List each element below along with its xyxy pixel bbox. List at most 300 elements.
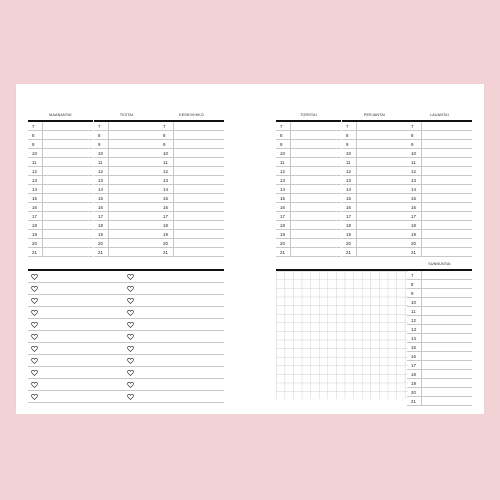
hour-row[interactable] xyxy=(407,352,472,361)
checklist-row[interactable] xyxy=(28,307,124,319)
checklist-row[interactable] xyxy=(124,391,224,403)
hour-divider xyxy=(108,239,109,247)
checklist-row[interactable] xyxy=(124,331,224,343)
hour-divider xyxy=(290,194,291,202)
hour-label: 8 xyxy=(346,132,349,138)
hour-row[interactable] xyxy=(28,230,93,239)
hour-divider xyxy=(173,176,174,184)
hour-divider xyxy=(42,149,43,157)
heart-checklist xyxy=(124,269,224,403)
hour-label: 14 xyxy=(98,186,103,192)
hour-row[interactable] xyxy=(94,212,159,221)
hour-row[interactable] xyxy=(94,176,159,185)
hour-divider xyxy=(108,176,109,184)
hour-row[interactable] xyxy=(342,131,407,140)
hour-divider xyxy=(356,158,357,166)
hour-divider xyxy=(42,212,43,220)
hour-label: 9 xyxy=(346,141,349,147)
hour-row[interactable] xyxy=(28,167,93,176)
hour-row[interactable] xyxy=(28,140,93,149)
hour-row[interactable] xyxy=(407,185,472,194)
hour-label: 21 xyxy=(411,398,416,404)
hour-divider xyxy=(356,167,357,175)
hour-divider xyxy=(42,122,43,130)
hour-row[interactable] xyxy=(342,149,407,158)
hour-label: 20 xyxy=(163,240,168,246)
hour-divider xyxy=(108,149,109,157)
hour-row[interactable] xyxy=(407,316,472,325)
day-column xyxy=(276,111,341,257)
checklist-row[interactable] xyxy=(124,355,224,367)
hour-label: 8 xyxy=(411,132,414,138)
hour-divider xyxy=(108,131,109,139)
hour-divider xyxy=(421,248,422,256)
hour-row[interactable] xyxy=(407,221,472,230)
checklist-row[interactable] xyxy=(28,319,124,331)
checklist-row[interactable] xyxy=(124,343,224,355)
day-column xyxy=(342,111,407,257)
checklist-row[interactable] xyxy=(124,379,224,391)
hour-row[interactable] xyxy=(276,131,341,140)
hour-row[interactable] xyxy=(159,239,224,248)
hour-row[interactable] xyxy=(159,167,224,176)
hour-divider xyxy=(356,239,357,247)
hour-row[interactable] xyxy=(342,230,407,239)
hour-row[interactable] xyxy=(276,203,341,212)
hour-divider xyxy=(173,221,174,229)
hour-row[interactable] xyxy=(276,176,341,185)
hour-divider xyxy=(108,122,109,130)
hour-label: 14 xyxy=(411,186,416,192)
hour-row[interactable] xyxy=(407,212,472,221)
hour-row[interactable] xyxy=(407,149,472,158)
checklist-row[interactable] xyxy=(28,343,124,355)
hour-label: 16 xyxy=(346,204,351,210)
hour-divider xyxy=(356,221,357,229)
hour-row[interactable] xyxy=(276,167,341,176)
hour-label: 20 xyxy=(411,240,416,246)
hour-row[interactable] xyxy=(159,203,224,212)
hour-divider xyxy=(108,221,109,229)
day-header: SUNNUNTAI xyxy=(428,262,451,266)
hour-label: 21 xyxy=(32,249,37,255)
hour-label: 7 xyxy=(32,123,35,129)
hour-divider xyxy=(356,203,357,211)
hour-label: 7 xyxy=(280,123,283,129)
hour-row[interactable] xyxy=(276,212,341,221)
checklist-row[interactable] xyxy=(28,295,124,307)
hour-divider xyxy=(42,248,43,256)
hour-divider xyxy=(290,176,291,184)
hour-label: 15 xyxy=(280,195,285,201)
hour-row[interactable] xyxy=(94,185,159,194)
hour-divider xyxy=(42,239,43,247)
hour-divider xyxy=(356,230,357,238)
hour-row[interactable] xyxy=(407,334,472,343)
hour-row[interactable] xyxy=(28,221,93,230)
hour-row[interactable] xyxy=(342,221,407,230)
checklist-row[interactable] xyxy=(28,355,124,367)
hour-divider xyxy=(421,140,422,148)
hour-row[interactable] xyxy=(407,370,472,379)
hour-row[interactable] xyxy=(407,158,472,167)
hour-label: 18 xyxy=(280,222,285,228)
hour-row[interactable] xyxy=(407,388,472,397)
checklist-row[interactable] xyxy=(28,271,124,283)
hour-row[interactable] xyxy=(276,239,341,248)
hour-row[interactable] xyxy=(407,239,472,248)
hour-label: 17 xyxy=(98,213,103,219)
hour-row[interactable] xyxy=(407,289,472,298)
hour-row[interactable] xyxy=(276,185,341,194)
hour-divider xyxy=(290,149,291,157)
hour-row[interactable] xyxy=(28,212,93,221)
hour-divider xyxy=(290,248,291,256)
hour-label: 12 xyxy=(163,168,168,174)
hour-row[interactable] xyxy=(342,194,407,203)
hour-divider xyxy=(173,185,174,193)
hour-label: 17 xyxy=(411,362,416,368)
hour-label: 13 xyxy=(346,177,351,183)
hour-row[interactable] xyxy=(342,158,407,167)
hour-divider xyxy=(421,131,422,139)
checklist-row[interactable] xyxy=(28,367,124,379)
hour-divider xyxy=(173,248,174,256)
hour-divider xyxy=(356,194,357,202)
hour-divider xyxy=(290,239,291,247)
hour-divider xyxy=(173,167,174,175)
hour-divider xyxy=(173,230,174,238)
hour-row[interactable] xyxy=(276,140,341,149)
hour-row[interactable] xyxy=(28,185,93,194)
hour-row[interactable] xyxy=(28,149,93,158)
hour-row[interactable] xyxy=(407,379,472,388)
hour-label: 8 xyxy=(163,132,166,138)
hour-row[interactable] xyxy=(407,343,472,352)
checklist-row[interactable] xyxy=(28,391,124,403)
hour-divider xyxy=(173,212,174,220)
hour-row[interactable] xyxy=(276,122,341,131)
hour-label: 16 xyxy=(280,204,285,210)
hour-divider xyxy=(421,203,422,211)
hour-divider xyxy=(421,307,422,315)
checklist-row[interactable] xyxy=(124,319,224,331)
hour-label: 14 xyxy=(280,186,285,192)
hour-row[interactable] xyxy=(407,167,472,176)
hour-label: 17 xyxy=(411,213,416,219)
hour-divider xyxy=(173,122,174,130)
hour-label: 10 xyxy=(98,150,103,156)
hour-row[interactable] xyxy=(342,203,407,212)
hour-label: 11 xyxy=(411,159,416,165)
heart-checklist xyxy=(28,269,124,403)
hour-row[interactable] xyxy=(407,248,472,257)
hour-label: 7 xyxy=(98,123,101,129)
day-column xyxy=(407,111,472,257)
hour-row[interactable] xyxy=(28,131,93,140)
hour-row[interactable] xyxy=(407,203,472,212)
hour-label: 10 xyxy=(280,150,285,156)
hour-divider xyxy=(356,176,357,184)
hour-divider xyxy=(108,194,109,202)
hour-label: 11 xyxy=(98,159,103,165)
hour-label: 21 xyxy=(411,249,416,255)
hour-label: 19 xyxy=(411,231,416,237)
hour-divider xyxy=(421,271,422,279)
hour-label: 21 xyxy=(346,249,351,255)
hour-label: 12 xyxy=(411,168,416,174)
hour-divider xyxy=(421,343,422,351)
hour-divider xyxy=(421,316,422,324)
hour-label: 19 xyxy=(32,231,37,237)
hour-row[interactable] xyxy=(407,230,472,239)
hour-divider xyxy=(421,361,422,369)
hour-row[interactable] xyxy=(407,397,472,406)
hour-row[interactable] xyxy=(159,158,224,167)
hour-row[interactable] xyxy=(159,248,224,257)
hour-label: 16 xyxy=(411,353,416,359)
hour-label: 12 xyxy=(346,168,351,174)
hour-label: 10 xyxy=(411,299,416,305)
hour-divider xyxy=(356,131,357,139)
planner-spread xyxy=(16,84,484,414)
hour-row[interactable] xyxy=(28,158,93,167)
hour-row[interactable] xyxy=(276,158,341,167)
day-header: TIISTAI xyxy=(119,113,134,117)
hour-divider xyxy=(356,248,357,256)
checklist-row[interactable] xyxy=(124,283,224,295)
hour-row[interactable] xyxy=(94,122,159,131)
hour-divider xyxy=(290,122,291,130)
hour-label: 14 xyxy=(411,335,416,341)
day-column xyxy=(159,111,224,257)
hour-row[interactable] xyxy=(342,140,407,149)
hour-row[interactable] xyxy=(28,203,93,212)
checklist-row[interactable] xyxy=(28,379,124,391)
hour-divider xyxy=(42,176,43,184)
hour-row[interactable] xyxy=(407,280,472,289)
hour-row[interactable] xyxy=(276,230,341,239)
hour-divider xyxy=(421,388,422,396)
hour-divider xyxy=(108,203,109,211)
hour-row[interactable] xyxy=(342,239,407,248)
hour-divider xyxy=(42,221,43,229)
hour-divider xyxy=(421,167,422,175)
hour-label: 10 xyxy=(346,150,351,156)
hour-label: 16 xyxy=(163,204,168,210)
hour-divider xyxy=(421,194,422,202)
hour-divider xyxy=(290,158,291,166)
hour-row[interactable] xyxy=(94,140,159,149)
hour-label: 7 xyxy=(163,123,166,129)
hour-label: 20 xyxy=(411,389,416,395)
hour-label: 13 xyxy=(32,177,37,183)
hour-label: 13 xyxy=(98,177,103,183)
hour-row[interactable] xyxy=(159,212,224,221)
hour-divider xyxy=(356,185,357,193)
checklist-row[interactable] xyxy=(124,367,224,379)
hour-row[interactable] xyxy=(28,248,93,257)
hour-label: 17 xyxy=(280,213,285,219)
hour-row[interactable] xyxy=(407,307,472,316)
hour-divider xyxy=(421,298,422,306)
hour-label: 9 xyxy=(98,141,101,147)
hour-row[interactable] xyxy=(342,167,407,176)
hour-divider xyxy=(290,167,291,175)
checklist-row[interactable] xyxy=(28,331,124,343)
hour-label: 20 xyxy=(346,240,351,246)
hour-label: 7 xyxy=(411,123,414,129)
hour-label: 15 xyxy=(163,195,168,201)
hour-row[interactable] xyxy=(407,140,472,149)
hour-row[interactable] xyxy=(159,176,224,185)
hour-row[interactable] xyxy=(28,239,93,248)
hour-label: 15 xyxy=(411,344,416,350)
day-header: PERJANTAI xyxy=(363,113,386,117)
hour-row[interactable] xyxy=(159,131,224,140)
hour-divider xyxy=(421,397,422,405)
hour-row[interactable] xyxy=(159,185,224,194)
hour-divider xyxy=(173,239,174,247)
hour-label: 9 xyxy=(32,141,35,147)
hour-row[interactable] xyxy=(342,185,407,194)
hour-divider xyxy=(42,158,43,166)
hour-row[interactable] xyxy=(342,122,407,131)
hour-row[interactable] xyxy=(94,149,159,158)
hour-label: 18 xyxy=(411,222,416,228)
hour-row[interactable] xyxy=(407,122,472,131)
hour-label: 19 xyxy=(411,380,416,386)
hour-row[interactable] xyxy=(94,248,159,257)
dot-grid-notes xyxy=(276,269,408,399)
hour-divider xyxy=(108,140,109,148)
hour-divider xyxy=(173,194,174,202)
hour-label: 7 xyxy=(346,123,349,129)
hour-label: 14 xyxy=(346,186,351,192)
hour-divider xyxy=(42,131,43,139)
hour-divider xyxy=(421,334,422,342)
hour-label: 12 xyxy=(280,168,285,174)
hour-label: 20 xyxy=(98,240,103,246)
hour-divider xyxy=(356,212,357,220)
checklist-row[interactable] xyxy=(124,307,224,319)
hour-label: 7 xyxy=(411,272,414,278)
day-header: KESKIVIIKKO xyxy=(179,113,204,117)
hour-label: 14 xyxy=(163,186,168,192)
hour-row[interactable] xyxy=(159,194,224,203)
hour-label: 18 xyxy=(32,222,37,228)
hour-label: 21 xyxy=(280,249,285,255)
hour-divider xyxy=(421,379,422,387)
hour-label: 9 xyxy=(411,290,414,296)
hour-divider xyxy=(421,289,422,297)
hour-divider xyxy=(173,140,174,148)
hour-row[interactable] xyxy=(276,149,341,158)
hour-row[interactable] xyxy=(94,203,159,212)
hour-label: 19 xyxy=(346,231,351,237)
checklist-row[interactable] xyxy=(28,283,124,295)
hour-label: 19 xyxy=(280,231,285,237)
hour-row[interactable] xyxy=(159,221,224,230)
hour-label: 10 xyxy=(32,150,37,156)
hour-row[interactable] xyxy=(342,176,407,185)
hour-row[interactable] xyxy=(94,158,159,167)
hour-divider xyxy=(108,158,109,166)
hour-row[interactable] xyxy=(407,194,472,203)
hour-row[interactable] xyxy=(407,361,472,370)
hour-divider xyxy=(108,230,109,238)
hour-row[interactable] xyxy=(407,176,472,185)
hour-divider xyxy=(108,167,109,175)
hour-divider xyxy=(173,203,174,211)
hour-label: 8 xyxy=(98,132,101,138)
day-column xyxy=(407,260,472,406)
hour-row[interactable] xyxy=(94,194,159,203)
hour-divider xyxy=(421,239,422,247)
hour-divider xyxy=(173,158,174,166)
checklist-row[interactable] xyxy=(124,271,224,283)
hour-row[interactable] xyxy=(159,230,224,239)
hour-row[interactable] xyxy=(94,221,159,230)
hour-divider xyxy=(421,221,422,229)
hour-row[interactable] xyxy=(407,325,472,334)
day-header: MAANANTAI xyxy=(49,113,72,117)
hour-row[interactable] xyxy=(94,167,159,176)
hour-divider xyxy=(290,140,291,148)
day-header: LAUANTAI xyxy=(430,113,449,117)
hour-row[interactable] xyxy=(159,140,224,149)
hour-label: 20 xyxy=(280,240,285,246)
hour-row[interactable] xyxy=(94,239,159,248)
hour-label: 19 xyxy=(98,231,103,237)
hour-row[interactable] xyxy=(28,176,93,185)
hour-row[interactable] xyxy=(407,271,472,280)
hour-label: 17 xyxy=(163,213,168,219)
hour-row[interactable] xyxy=(276,194,341,203)
hour-divider xyxy=(173,149,174,157)
hour-row[interactable] xyxy=(407,131,472,140)
hour-divider xyxy=(421,230,422,238)
hour-row[interactable] xyxy=(276,248,341,257)
hour-row[interactable] xyxy=(28,194,93,203)
hour-row[interactable] xyxy=(94,230,159,239)
checklist-row[interactable] xyxy=(124,295,224,307)
hour-row[interactable] xyxy=(342,212,407,221)
hour-row[interactable] xyxy=(342,248,407,257)
hour-row[interactable] xyxy=(407,298,472,307)
hour-label: 18 xyxy=(163,222,168,228)
hour-label: 15 xyxy=(32,195,37,201)
hour-row[interactable] xyxy=(28,122,93,131)
hour-divider xyxy=(421,122,422,130)
hour-divider xyxy=(108,212,109,220)
hour-divider xyxy=(421,325,422,333)
hour-divider xyxy=(42,203,43,211)
hour-row[interactable] xyxy=(159,149,224,158)
hour-divider xyxy=(356,140,357,148)
hour-row[interactable] xyxy=(94,131,159,140)
hour-label: 11 xyxy=(280,159,285,165)
hour-label: 11 xyxy=(163,159,168,165)
hour-label: 10 xyxy=(163,150,168,156)
hour-divider xyxy=(173,131,174,139)
hour-row[interactable] xyxy=(159,122,224,131)
hour-label: 17 xyxy=(32,213,37,219)
hour-label: 16 xyxy=(32,204,37,210)
hour-label: 20 xyxy=(32,240,37,246)
hour-row[interactable] xyxy=(276,221,341,230)
grid-lines xyxy=(276,271,408,399)
